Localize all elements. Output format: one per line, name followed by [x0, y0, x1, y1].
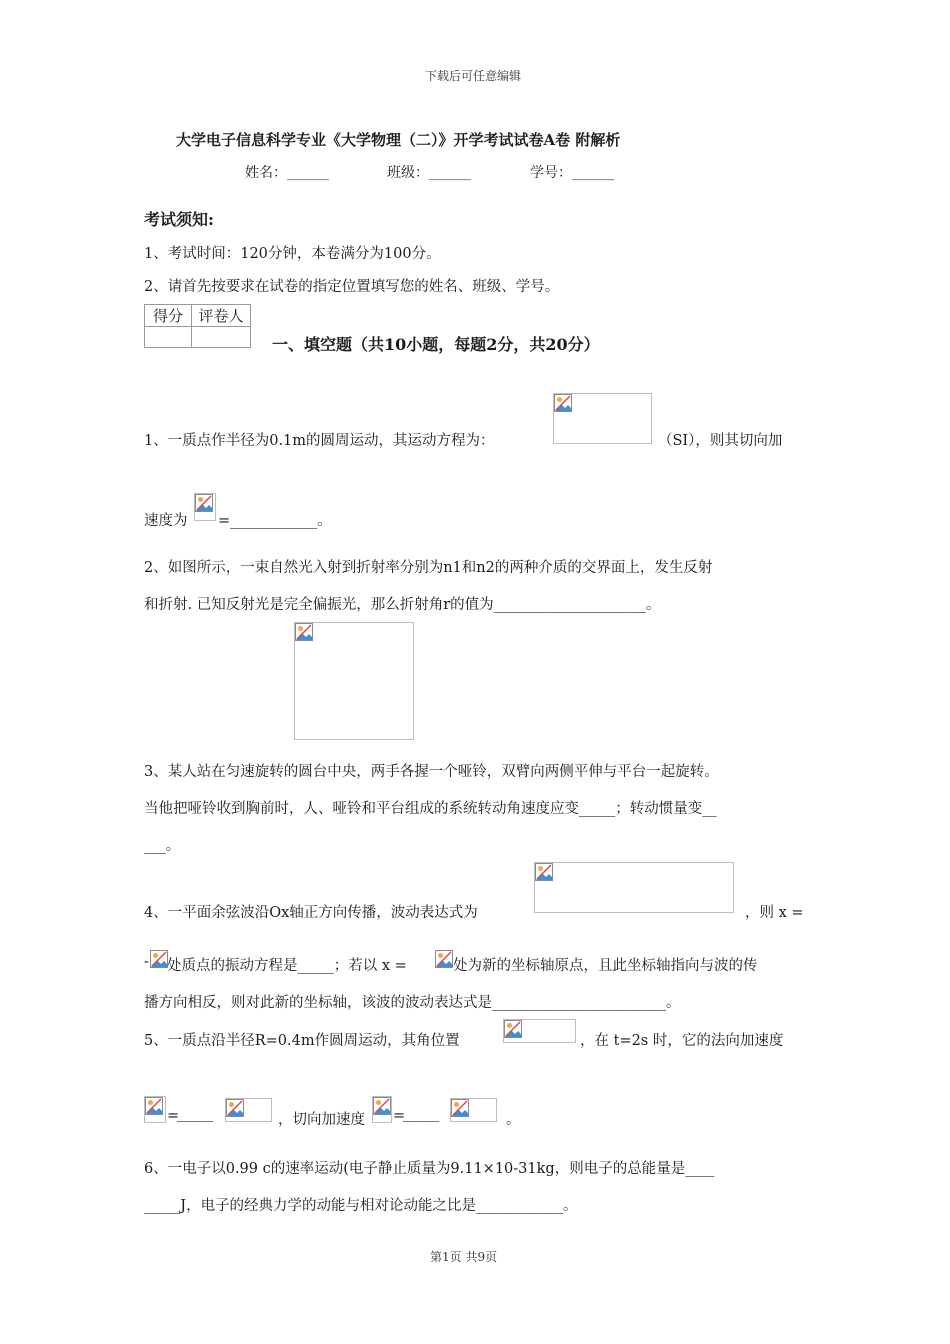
question-5-text: ，在 t=2s 时，它的法向加速度 [580, 1033, 784, 1049]
broken-image-icon [535, 863, 553, 881]
name-field: 姓名：______ [245, 165, 329, 181]
formula-image [503, 1019, 576, 1043]
header-note: 下载后可任意编辑 [425, 69, 522, 83]
figure-image [294, 622, 414, 740]
formula-image [553, 393, 652, 444]
notice-item: 1、考试时间：120分钟，本卷满分为100分。 [144, 246, 441, 262]
formula-image [372, 1096, 392, 1123]
question-5-text: ，切向加速度 [278, 1112, 365, 1128]
question-2-text: 2、如图所示，一束自然光入射到折射率分别为n1和n2的两种介质的交界面上，发生反射 [144, 560, 713, 576]
formula-image [534, 862, 734, 913]
question-4-text: 4、一平面余弦波沿Ox轴正方向传播，波动表达式为 [144, 905, 478, 921]
question-3-text: ___。 [144, 838, 181, 854]
formula-image [225, 1098, 272, 1122]
class-field: 班级：______ [387, 165, 471, 181]
question-4-text: - [144, 954, 149, 970]
question-2-text: 和折射. 已知反射光是完全偏振光，那么折射角r的值为_____________________。 [144, 597, 661, 613]
score-table [144, 304, 251, 348]
page-title: 大学电子信息科学专业《大学物理（二）》开学考试试卷A卷 附解析 [176, 131, 621, 149]
question-4-text: 处为新的坐标轴原点，且此坐标轴指向与波的传 [453, 958, 758, 974]
question-6-text: _____J，电子的经典力学的动能与相对论动能之比是____________。 [144, 1198, 578, 1214]
broken-image-icon [451, 1099, 469, 1117]
question-1-text: （SI），则其切向加 [658, 433, 783, 449]
grader-cell [192, 327, 251, 348]
grader-label: 评卷人 [192, 305, 251, 327]
question-5-text: = [167, 1108, 180, 1124]
score-cell [145, 327, 192, 348]
broken-image-icon [295, 623, 313, 641]
question-3-text: 当他把哑铃收到胸前时，人、哑铃和平台组成的系统转动角速度应变_____；转动惯量变__ [144, 801, 717, 817]
formula-image [450, 1098, 497, 1122]
question-5-text: 5、一质点沿半径R=0.4m作圆周运动，其角位置 [144, 1033, 460, 1049]
broken-image-icon [435, 950, 453, 968]
question-5-text: = [393, 1108, 406, 1124]
section-title: 一、填空题（共10小题，每题2分，共20分） [272, 335, 600, 354]
question-1-text: 1、一质点作半径为0.1m的圆周运动，其运动方程为： [144, 433, 495, 449]
broken-image-icon [145, 1097, 163, 1115]
formula-image [194, 493, 216, 521]
broken-image-icon [373, 1097, 391, 1115]
formula-image [144, 1096, 166, 1123]
score-label: 得分 [145, 305, 192, 327]
broken-image-icon [195, 494, 213, 512]
answer-blank: _____ [177, 1106, 214, 1122]
broken-image-icon [226, 1099, 244, 1117]
question-4-text: 处质点的振动方程是_____；若以 x = [167, 958, 407, 974]
question-4-text: ，则 x = [745, 905, 804, 921]
question-6-text: 6、一电子以0.99 c的速率运动(电子静止质量为9.11×10-31kg，则电子的总能量是____ [144, 1161, 715, 1177]
notice-item: 2、请首先按要求在试卷的指定位置填写您的姓名、班级、学号。 [144, 279, 560, 295]
broken-image-icon [150, 950, 168, 968]
notice-heading: 考试须知: [144, 210, 214, 229]
question-4-text: 播方向相反，则对此新的坐标轴，该波的波动表达式是________________________。 [144, 995, 681, 1011]
question-5-text: 。 [506, 1112, 521, 1128]
question-1-text: 速度为 [144, 513, 188, 529]
student-id-field: 学号：______ [530, 165, 614, 181]
page-number: 第1页 共9页 [430, 1250, 498, 1264]
question-1-text: =____________。 [218, 513, 332, 529]
answer-blank: _____ [403, 1106, 440, 1122]
question-3-text: 3、某人站在匀速旋转的圆台中央，两手各握一个哑铃，双臂向两侧平伸与平台一起旋转。 [144, 764, 719, 780]
broken-image-icon [504, 1020, 522, 1038]
broken-image-icon [554, 394, 572, 412]
